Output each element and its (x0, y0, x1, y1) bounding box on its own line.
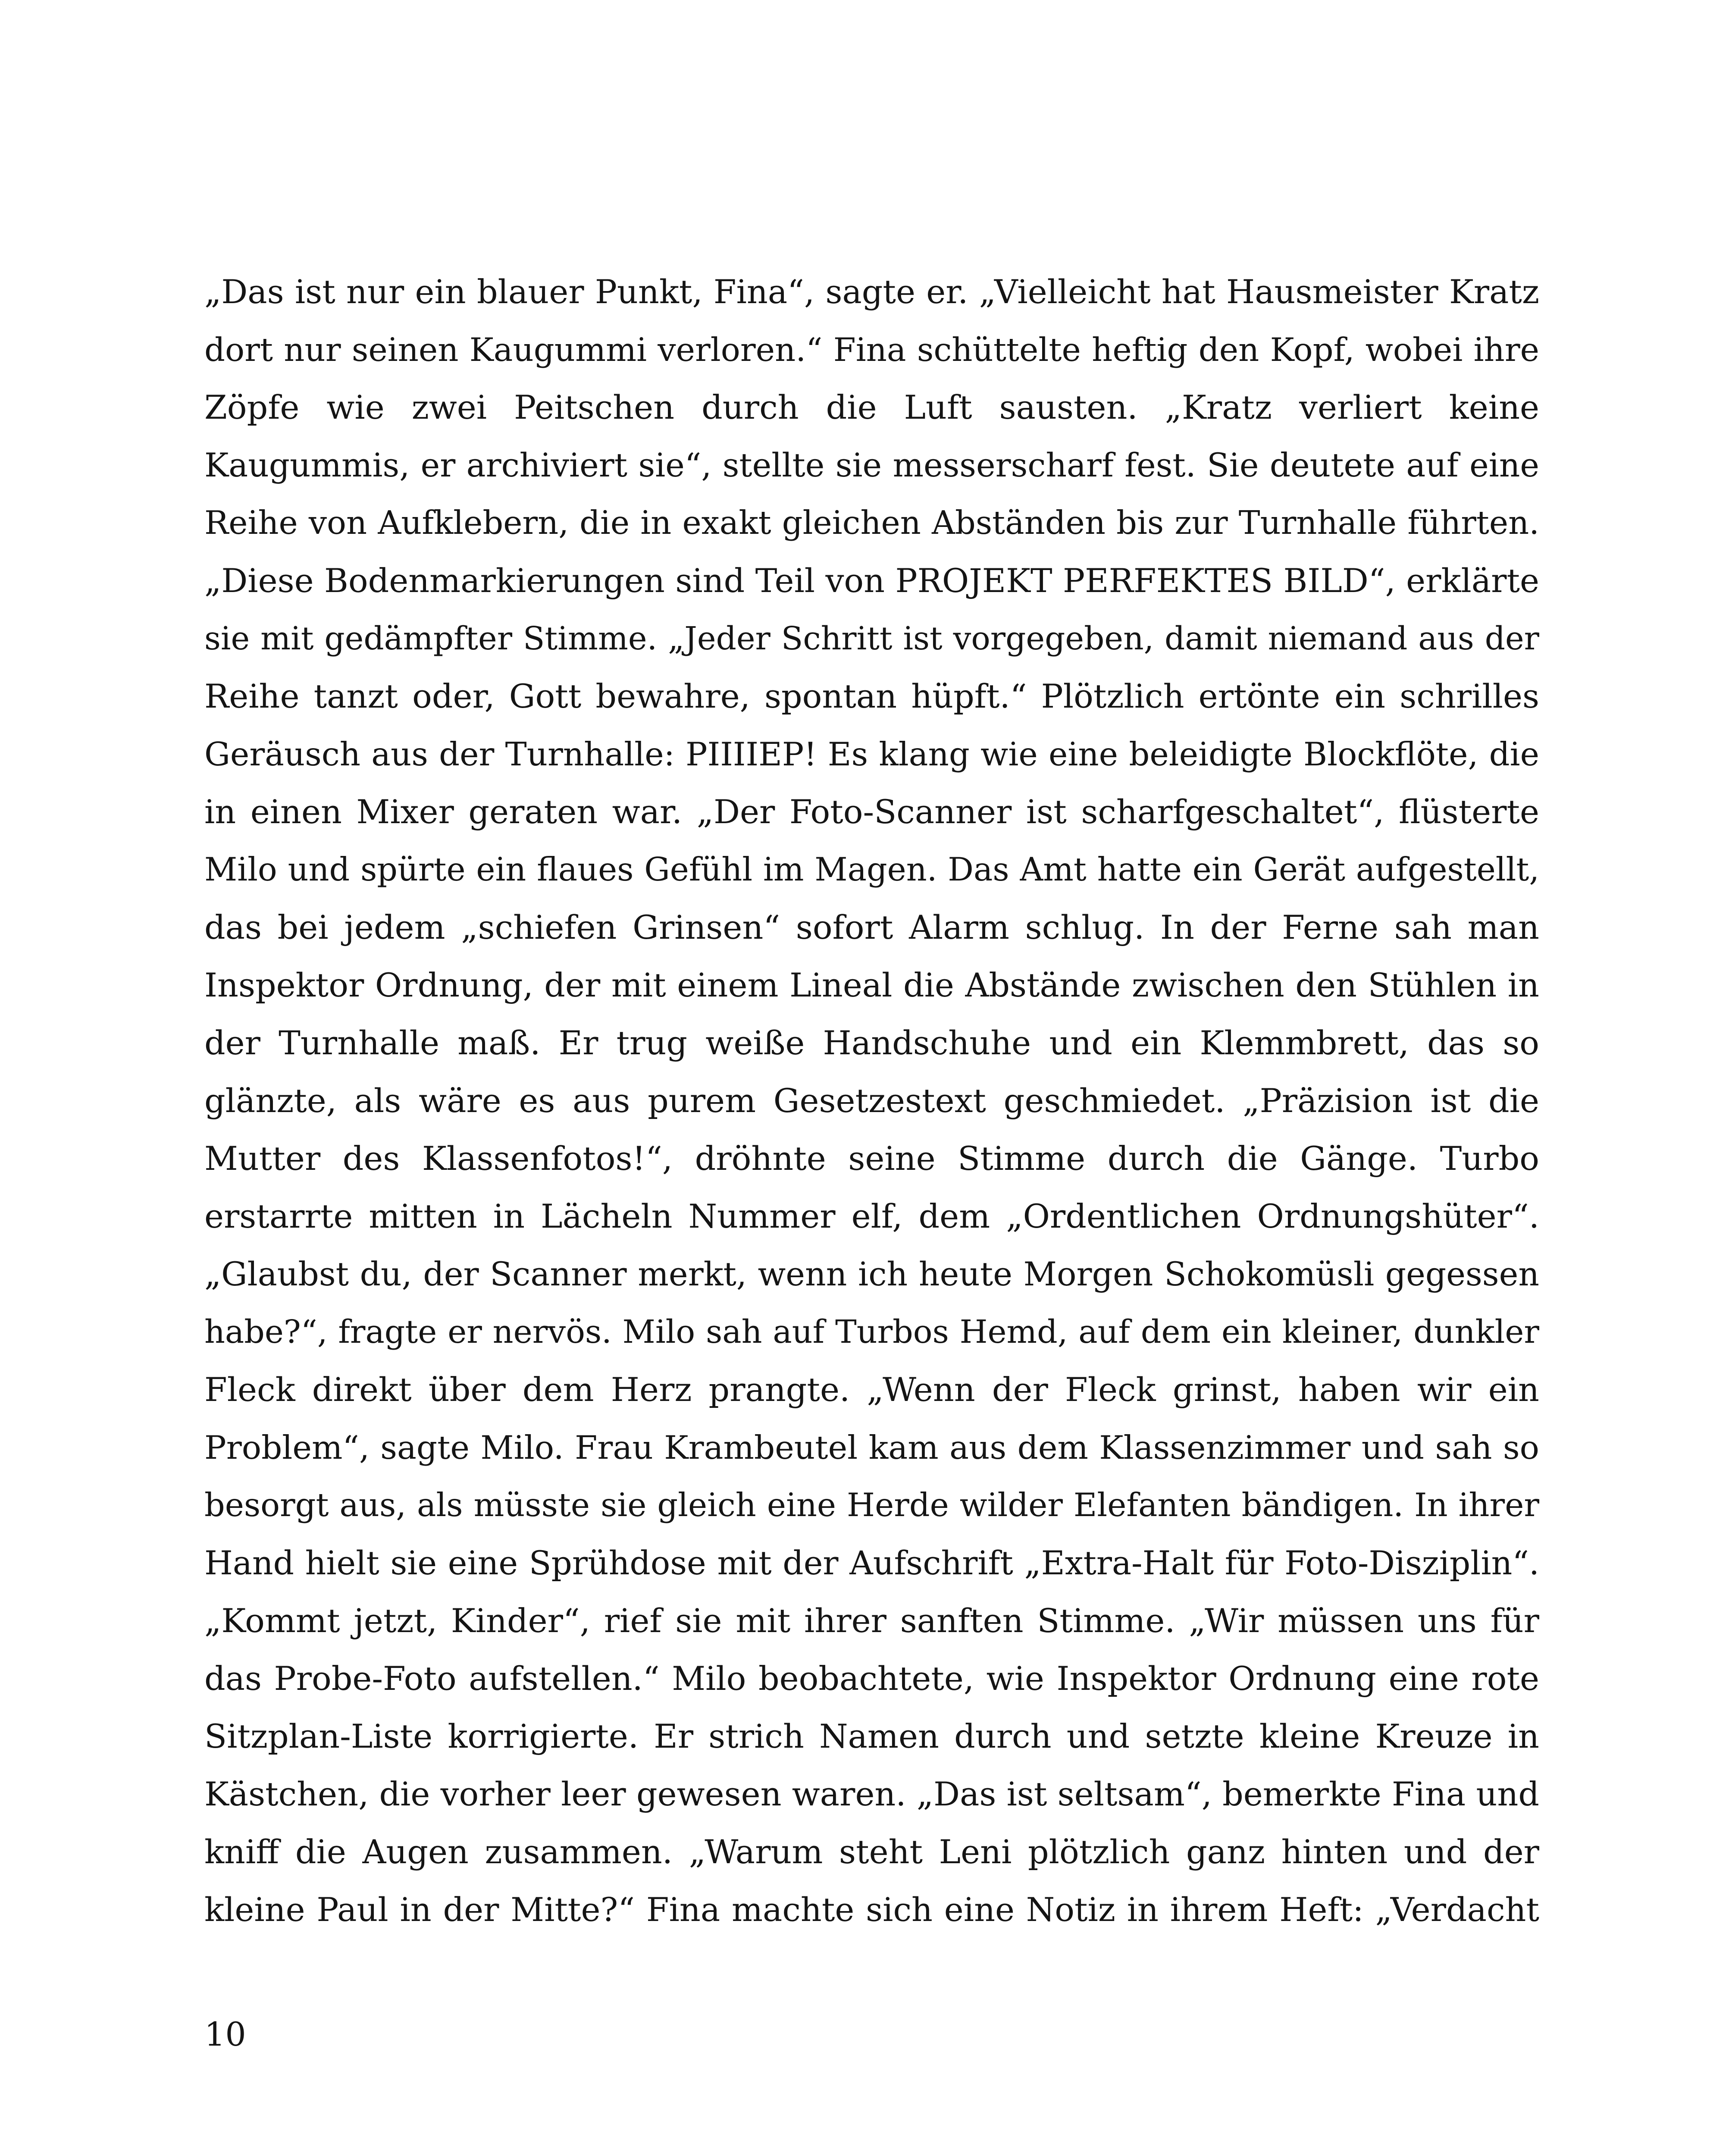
text-line: sie mit gedämpfter Stimme. „Jeder Schritt ist vorgegeben, damit niemand aus der (204, 620, 1539, 657)
text-line: kniff die Augen zusammen. „Warum steht Leni plötzlich ganz hinten und der (204, 1833, 1539, 1871)
text-line: dort nur seinen Kaugummi verloren.“ Fina schüttelte heftig den Kopf, wobei ihre (204, 331, 1539, 369)
body-text (204, 263, 1539, 1939)
text-line: besorgt aus, als müsste sie gleich eine Herde wilder Elefanten bändigen. In ihrer (204, 1486, 1539, 1524)
text-line: Hand hielt sie eine Sprühdose mit der Aufschrift „Extra-Halt für Foto-Disziplin“. (204, 1544, 1539, 1582)
text-line: Problem“, sagte Milo. Frau Krambeutel kam aus dem Klassenzimmer und sah so (204, 1429, 1539, 1467)
text-line: Zöpfe wie zwei Peitschen durch die Luft sausten. „Kratz verliert keine (204, 388, 1539, 426)
text-line: erstarrte mitten in Lächeln Nummer elf, dem „Ordentlichen Ordnungshüter“. (204, 1197, 1539, 1235)
text-line: Kaugummis, er archiviert sie“, stellte sie messerscharf fest. Sie deutete auf eine (204, 446, 1539, 484)
text-line: in einen Mixer geraten war. „Der Foto-Scanner ist scharfgeschaltet“, flüsterte (204, 793, 1539, 831)
page-number: 10 (204, 2015, 246, 2053)
text-line: das Probe-Foto aufstellen.“ Milo beobachtete, wie Inspektor Ordnung eine rote (204, 1659, 1539, 1698)
text-line: Inspektor Ordnung, der mit einem Lineal die Abstände zwischen den Stühlen in (204, 966, 1539, 1004)
text-line: Milo und spürte ein flaues Gefühl im Magen. Das Amt hatte ein Gerät aufgestellt, (204, 851, 1539, 888)
text-line: Reihe von Aufklebern, die in exakt gleichen Abständen bis zur Turnhalle führten. (204, 504, 1539, 542)
text-line: der Turnhalle maß. Er trug weiße Handschuhe und ein Klemmbrett, das so (204, 1024, 1539, 1062)
text-line: „Diese Bodenmarkierungen sind Teil von PROJEKT PERFEKTES BILD“, erklärte (204, 561, 1539, 600)
text-line: Fleck direkt über dem Herz prangte. „Wenn der Fleck grinst, haben wir ein (204, 1370, 1539, 1409)
text-line: Geräusch aus der Turnhalle: PIIIIEP! Es klang wie eine beleidigte Blockflöte, die (204, 735, 1539, 773)
text-line: Sitzplan-Liste korrigierte. Er strich Namen durch und setzte kleine Kreuze in (204, 1717, 1539, 1755)
text-line: glänzte, als wäre es aus purem Gesetzestext geschmiedet. „Präzision ist die (204, 1081, 1539, 1120)
text-line: habe?“, fragte er nervös. Milo sah auf Turbos Hemd, auf dem ein kleiner, dunkler (204, 1313, 1539, 1351)
text-line: das bei jedem „schiefen Grinsen“ sofort Alarm schlug. In der Ferne sah man (204, 908, 1539, 946)
text-line: Kästchen, die vorher leer gewesen waren. „Das ist seltsam“, bemerkte Fina und (204, 1775, 1539, 1813)
text-line: „Glaubst du, der Scanner merkt, wenn ich heute Morgen Schokomüsli gegessen (204, 1255, 1539, 1293)
text-line: Reihe tanzt oder, Gott bewahre, spontan hüpft.“ Plötzlich ertönte ein schrilles (204, 677, 1539, 715)
text-line: „Kommt jetzt, Kinder“, rief sie mit ihrer sanften Stimme. „Wir müssen uns für (204, 1601, 1539, 1640)
text-line: Mutter des Klassenfotos!“, dröhnte seine Stimme durch die Gänge. Turbo (204, 1139, 1539, 1178)
text-line: „Das ist nur ein blauer Punkt, Fina“, sagte er. „Vielleicht hat Hausmeister Kratz (204, 273, 1539, 311)
text-line: kleine Paul in der Mitte?“ Fina machte sich eine Notiz in ihrem Heft: „Verdacht (204, 1890, 1539, 1929)
